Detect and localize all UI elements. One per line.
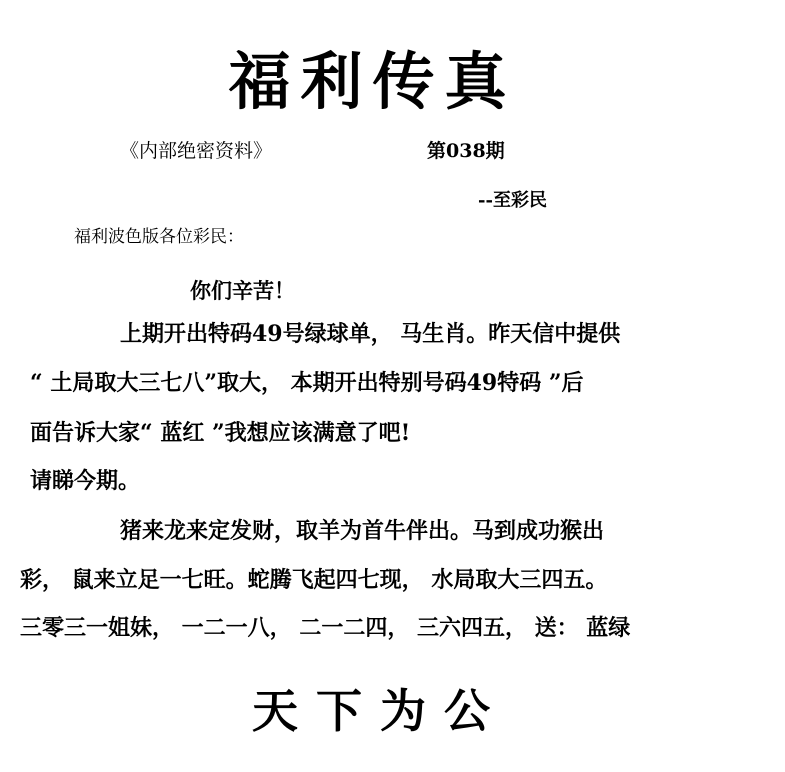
body-line: 面告诉大家“ 蓝红 ”我想应该满意了吧! <box>30 420 411 446</box>
body-line: 彩， 鼠来立足一七旺。蛇腾飞起四七现， 水局取大三四五。 <box>20 567 608 593</box>
subtitle: 《内部绝密资料》 <box>120 140 273 162</box>
body-line: 猪来龙来定发财，取羊为首牛伴出。马到成功猴出 <box>120 518 605 544</box>
issue-number: 第038期 <box>427 140 505 162</box>
page-title: 福利传真 <box>228 45 517 118</box>
salutation: 福利波色版各位彩民： <box>74 227 244 247</box>
greeting: 你们辛苦！ <box>190 278 295 303</box>
footer-slogan: 天下为公 <box>252 684 508 738</box>
body-line: 三零三一姐妹， 一二一八， 二一二四， 三六四五， 送： 蓝绿 <box>20 615 631 641</box>
sender-line: --至彩民 <box>478 190 547 211</box>
body-line: 上期开出特码49号绿球单， 马生肖。昨天信中提供 <box>120 321 621 347</box>
body-line: “ 土局取大三七八”取大， 本期开出特别号码49特码 ”后 <box>30 370 584 396</box>
body-line: 请睇今期。 <box>30 468 141 494</box>
